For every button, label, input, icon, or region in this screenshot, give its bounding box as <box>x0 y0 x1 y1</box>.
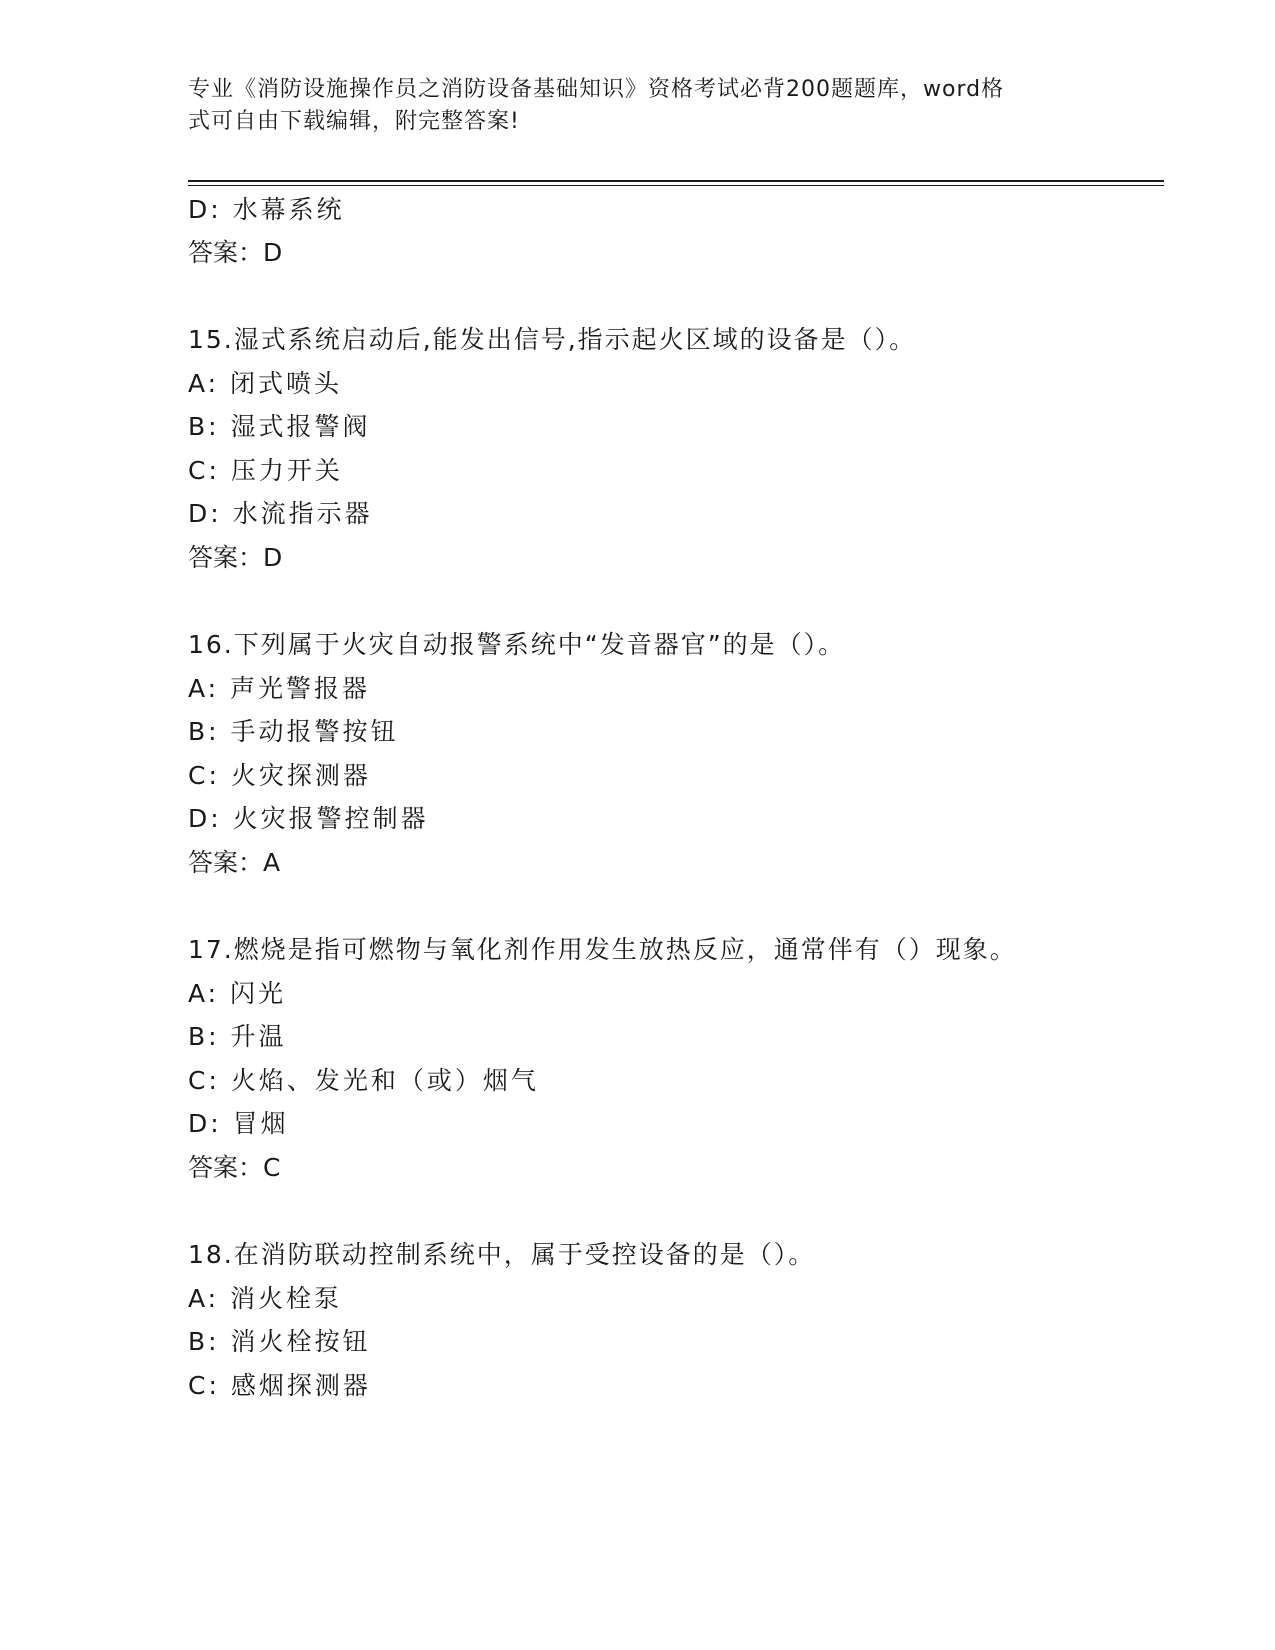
answer: 答案：C <box>188 1153 281 1182</box>
header-divider-thin <box>188 185 1164 186</box>
option-a: A: 消火栓泵 <box>188 1284 343 1313</box>
option-d: D: 水幕系统 <box>188 195 345 224</box>
option-d: D: 火灾报警控制器 <box>188 804 429 833</box>
option-a: A: 声光警报器 <box>188 674 371 703</box>
option-a: A: 闭式喷头 <box>188 369 343 398</box>
answer: 答案：D <box>188 543 283 572</box>
header-line-2: 式可自由下载编辑，附完整答案! <box>188 109 520 134</box>
option-c: C: 压力开关 <box>188 456 343 485</box>
option-b: B: 升温 <box>188 1022 287 1051</box>
option-d: D: 水流指示器 <box>188 499 373 528</box>
question-18: 18.在消防联动控制系统中，属于受控设备的是（）。 <box>188 1240 816 1269</box>
question-17: 17.燃烧是指可燃物与氧化剂作用发生放热反应，通常伴有（）现象。 <box>188 935 1017 964</box>
option-c: C: 火灾探测器 <box>188 761 371 790</box>
answer: 答案：D <box>188 238 283 267</box>
option-b: B: 手动报警按钮 <box>188 717 399 746</box>
question-16: 16.下列属于火灾自动报警系统中“发音器官”的是（）。 <box>188 630 846 659</box>
option-c: C: 火焰、发光和（或）烟气 <box>188 1066 539 1095</box>
option-d: D: 冒烟 <box>188 1109 289 1138</box>
question-15: 15.湿式系统启动后,能发出信号,指示起火区域的设备是（）。 <box>188 325 917 354</box>
option-b: B: 消火栓按钮 <box>188 1327 371 1356</box>
option-c: C: 感烟探测器 <box>188 1371 371 1400</box>
answer: 答案：A <box>188 848 281 877</box>
header-line-1: 专业《消防设施操作员之消防设备基础知识》资格考试必背200题题库，word格 <box>188 77 1005 102</box>
option-a: A: 闪光 <box>188 979 287 1008</box>
header-divider <box>188 180 1164 182</box>
option-b: B: 湿式报警阀 <box>188 412 371 441</box>
document-header <box>188 74 1068 138</box>
